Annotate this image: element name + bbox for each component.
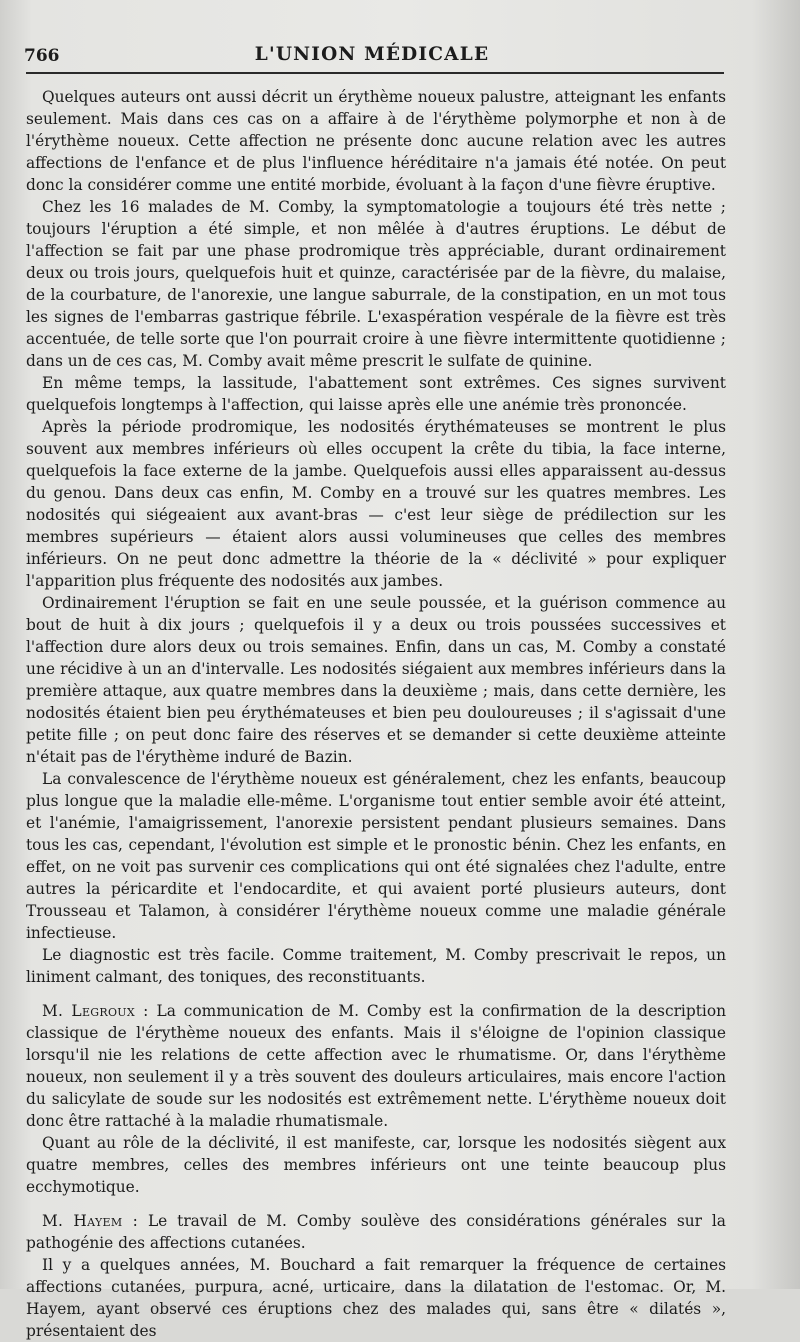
paragraph: Quelques auteurs ont aussi décrit un érythème noueux palustre, atteignant les enfants seulement. Mais dans ces cas on a affaire à de l'érythème polymorphe et non à de l'érythème noueux. Cette affection ne présente donc aucune relation avec les autres affections de l'enfance et de plus l'influence héréditaire n'a jamais été notée. On peut donc la considérer comme une entité morbide, évoluant à la façon d'une fièvre éruptive. xyxy=(26,88,726,194)
paragraph: La convalescence de l'érythème noueux est généralement, chez les enfants, beaucoup plus longue que la maladie elle-même. L'organisme tout entier semble avoir été atteint, et l'anémie, l'amaigrissement, l'anorexie persistent pendant plusieurs semaines. Dans tous les cas, cependant, l'évolution est simple et le pronostic bénin. Chez les enfants, en effet, on ne voit pas survenir ces complications qui ont été signalées chez l'adulte, entre autres la péricardite et l'endocardite, et qui avaient porté plusieurs auteurs, dont Trousseau et Talamon, à considérer l'érythème noueux comme une maladie générale infectieuse. xyxy=(26,770,726,942)
header-rule xyxy=(26,72,724,74)
paragraph: Il y a quelques années, M. Bouchard a fait remarquer la fréquence de certaines affections cutanées, purpura, acné, urticaire, dans la dilatation de l'estomac. Or, M. Hayem, ayant observé ces éruptions chez des malades qui, sans être « dilatés », présentaient des xyxy=(26,1256,726,1340)
speaker-name: M. Legroux : xyxy=(42,1002,149,1020)
speaker-text: La communication de M. Comby est la confirmation de la description classique de l'érythème noueux des enfants. Mais il s'éloigne de l'opinion classique lorsqu'il nie les relations de cette affection avec le rhumatisme. Or, dans l'érythème noueux, non seulement il y a très souvent des douleurs articulaires, mais encore l'action du salicylate de soude sur les nodosités est extrêmement nette. L'érythème noueux doit donc être rattaché à la maladie rhumatismale. xyxy=(26,1002,726,1130)
paragraph: Quant au rôle de la déclivité, il est manifeste, car, lorsque les nodosités siègent aux quatre membres, celles des membres inférieurs ont une teinte beaucoup plus ecchymotique. xyxy=(26,1134,726,1196)
running-title: L'UNION MÉDICALE xyxy=(254,44,490,65)
speaker-paragraph xyxy=(26,1210,726,1254)
paragraph: En même temps, la lassitude, l'abattement sont extrêmes. Ces signes survivent quelquefois longtemps à l'affection, qui laisse après elle une anémie très prononcée. xyxy=(26,374,726,414)
paragraph: Le diagnostic est très facile. Comme traitement, M. Comby prescrivait le repos, un liniment calmant, des toniques, des reconstituants. xyxy=(26,946,726,986)
speaker-text: Le travail de M. Comby soulève des considérations générales sur la pathogénie des affections cutanées. xyxy=(26,1212,726,1252)
page-header xyxy=(22,44,722,68)
paragraph: Chez les 16 malades de M. Comby, la symptomatologie a toujours été très nette ; toujours l'éruption a été simple, et non mêlée à d'autres éruptions. Le début de l'affection se fait par une phase prodromique très appréciable, durant ordinairement deux ou trois jours, quelquefois huit et quinze, caractérisée par de la fièvre, du malaise, de la courbature, de l'anorexie, une langue saburrale, de la constipation, en un mot tous les signes de l'embarras gastrique fébrile. L'exaspération vespérale de la fièvre est très accentuée, de telle sorte que l'on pourrait croire à une fièvre intermittente quotidienne ; dans un de ces cas, M. Comby avait même prescrit le sulfate de quinine. xyxy=(26,198,726,370)
speaker-name: M. Hayem : xyxy=(42,1212,139,1230)
speaker-paragraph xyxy=(26,1000,726,1132)
article-body xyxy=(26,86,726,1342)
page-number: 766 xyxy=(24,46,60,66)
paragraph: Ordinairement l'éruption se fait en une seule poussée, et la guérison commence au bout de huit à dix jours ; quelquefois il y a deux ou trois poussées successives et l'affection dure alors deux ou trois semaines. Enfin, dans un cas, M. Comby a constaté une récidive à un an d'intervalle. Les nodosités siégaient aux membres inférieurs dans la première attaque, aux quatre membres dans la deuxième ; mais, dans cette dernière, les nodosités étaient bien peu érythémateuses et bien peu douloureuses ; il s'agissait d'une petite fille ; on peut donc faire des réserves et se demander si cette deuxième atteinte n'était pas de l'érythème induré de Bazin. xyxy=(26,594,726,766)
paragraph: Après la période prodromique, les nodosités érythémateuses se montrent le plus souvent aux membres inférieurs où elles occupent la crête du tibia, la face interne, quelquefois la face externe de la jambe. Quelquefois aussi elles apparaissent au-dessus du genou. Dans deux cas enfin, M. Comby en a trouvé sur les quatres membres. Les nodosités qui siégeaient aux avant-bras — c'est leur siège de prédilection sur les membres supérieurs — étaient alors aussi volumineuses que celles des membres inférieurs. On ne peut donc admettre la théorie de la « déclivité » pour expliquer l'apparition plus fréquente des nodosités aux jambes. xyxy=(26,418,726,590)
